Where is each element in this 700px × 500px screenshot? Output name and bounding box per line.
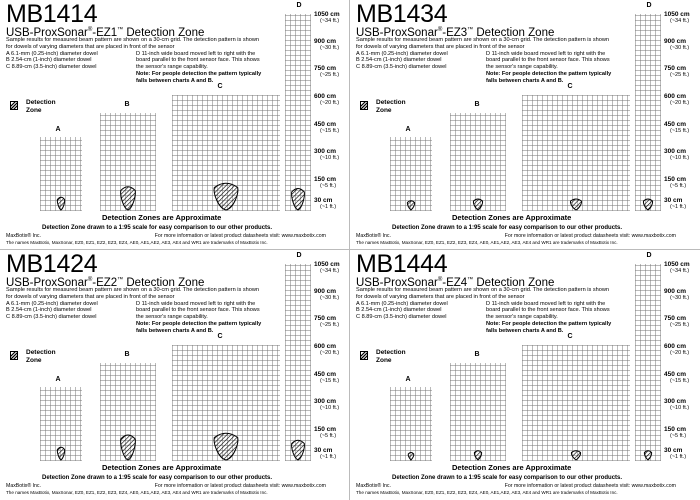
grid-lines — [390, 137, 432, 211]
scale-tick — [664, 426, 698, 440]
scale-tick-cm: 300 cm — [664, 148, 687, 155]
chart-d-grid — [285, 14, 311, 211]
detection-zone-shape — [57, 197, 64, 210]
chart-label-c: C — [567, 333, 573, 340]
product-variant: EZ1 — [96, 26, 118, 39]
people-note: Note: For people detection the pattern typically falls between charts A and B. — [486, 70, 612, 84]
chart-c-grid — [172, 95, 280, 211]
scale-tick-cm: 600 cm — [664, 93, 687, 100]
approximate-note: Detection Zones are Approximate — [102, 213, 222, 222]
people-note: Note: For people detection the pattern typically falls between charts A and B. — [486, 320, 612, 334]
approximate-note: Detection Zones are Approximate — [452, 213, 572, 222]
scale-tick-cm: 1050 cm — [664, 11, 690, 18]
grid-lines — [450, 363, 506, 461]
scale-tick-ft: (~30 ft.) — [320, 295, 340, 301]
description — [356, 37, 616, 85]
scale-tick-cm: 300 cm — [664, 398, 687, 405]
scale-tick — [664, 261, 698, 275]
chart-label-a: A — [55, 376, 61, 383]
detection-zone-panel-mb1414 — [2, 1, 348, 249]
scale-tick-cm: 30 cm — [314, 197, 333, 204]
legend-label: Detection Zone — [26, 349, 56, 364]
scale-tick-ft: (~15 ft.) — [320, 128, 340, 134]
product-suffix: Detection Zone — [473, 276, 555, 289]
scale-tick — [314, 398, 348, 412]
scale-tick — [664, 398, 698, 412]
scale-tick-cm: 750 cm — [314, 315, 337, 322]
scale-tick — [314, 288, 348, 302]
dowel-right-column — [136, 51, 266, 85]
detection-zone-shape — [292, 440, 305, 460]
scale-tick-ft: (~10 ft.) — [670, 405, 690, 411]
info-link-text: For more information or latest product datasheets visit: www.maxbotix.com — [154, 233, 326, 239]
info-link-text: For more information or latest product datasheets visit: www.maxbotix.com — [504, 483, 676, 489]
scale-tick-cm: 30 cm — [664, 197, 683, 204]
chart-d-grid — [635, 264, 661, 461]
scale-tick — [314, 121, 348, 135]
registered-mark: ® — [87, 27, 93, 33]
hatch-swatch-icon — [360, 351, 368, 360]
grid-lines — [522, 95, 630, 211]
dowel-list — [6, 51, 266, 85]
approximate-note: Detection Zones are Approximate — [452, 463, 572, 472]
dowel-c: C 8.89-cm (3.5-inch) diameter dowel — [6, 314, 97, 321]
scale-note: Detection Zone drawn to a 1:95 scale for easy comparison to our other products. — [42, 475, 273, 481]
chart-c-grid — [522, 95, 630, 211]
dowel-b: B 2.54-cm (1-inch) diameter dowel — [6, 307, 92, 314]
company-name: MaxBotix® Inc. — [6, 483, 41, 489]
scale-tick-cm: 30 cm — [314, 447, 333, 454]
scale-note: Detection Zone drawn to a 1:95 scale for easy comparison to our other products. — [392, 225, 623, 231]
product-variant: EZ2 — [96, 276, 118, 289]
dowel-a: A 6.1-mm (0.25-inch) diameter dowel — [6, 50, 98, 57]
description-intro: Sample results for measured beam pattern are shown on a 30-cm grid. The detection pattern is shown for dowels of varying diameters that are placed in front of the sensor — [6, 287, 259, 300]
scale-tick-ft: (~5 ft.) — [670, 433, 687, 439]
detection-zone-panel-mb1434 — [352, 1, 698, 249]
chart-label-a: A — [405, 376, 411, 383]
dowel-right-column — [136, 301, 266, 335]
scale-tick-ft: (~1 ft.) — [670, 454, 687, 460]
scale-tick-cm: 450 cm — [314, 121, 337, 128]
scale-tick — [664, 176, 698, 190]
scale-tick-cm: 900 cm — [314, 288, 337, 295]
dowel-d: D 11-inch wide board moved left to right with the board parallel to the front sensor face. This shows the sensor's range capability. — [486, 50, 610, 71]
detection-zone-shape — [57, 447, 64, 460]
dowel-list — [356, 301, 616, 335]
dowel-c: C 8.89-cm (3.5-inch) diameter dowel — [356, 64, 447, 71]
chart-label-d: D — [296, 2, 302, 9]
scale-tick-cm: 600 cm — [664, 343, 687, 350]
description-intro: Sample results for measured beam pattern are shown on a 30-cm grid. The detection pattern is shown for dowels of varying diameters that are placed in front of the sensor — [356, 37, 609, 50]
product-prefix: USB-ProxSonar — [6, 276, 88, 289]
description-intro: Sample results for measured beam pattern are shown on a 30-cm grid. The detection pattern is shown for dowels of varying diameters that are placed in front of the sensor — [6, 37, 259, 50]
horizontal-divider — [0, 249, 700, 250]
detection-zone-shape — [473, 199, 482, 210]
hatch-swatch-icon — [10, 351, 18, 360]
grid-lines — [390, 387, 432, 461]
scale-tick-ft: (~10 ft.) — [320, 405, 340, 411]
chart-b-grid — [450, 363, 506, 461]
dowel-b: B 2.54-cm (1-inch) diameter dowel — [6, 57, 92, 64]
chart-label-b: B — [474, 351, 480, 358]
scale-tick-cm: 450 cm — [314, 371, 337, 378]
dowel-a: A 6.1-mm (0.25-inch) diameter dowel — [356, 300, 448, 307]
detection-zone-panel-mb1444 — [352, 251, 698, 499]
detection-zone-shape — [643, 199, 652, 210]
vertical-divider — [349, 0, 350, 500]
chart-b-grid — [100, 363, 156, 461]
trademark-notice: The names MaxBotix, MaxSonar, EZ0, EZ1, EZ2, EZ3, EZ4, AE0, AE1,AE2, AE3, AE4 and WR1 are trademarks of MaxBotix Inc. — [6, 489, 268, 495]
model-number: MB1424 — [6, 251, 98, 278]
dowel-a: A 6.1-mm (0.25-inch) diameter dowel — [356, 50, 448, 57]
chart-label-b: B — [124, 351, 130, 358]
grid-lines — [635, 264, 661, 461]
dowel-left-column — [6, 51, 136, 85]
scale-tick — [314, 447, 348, 461]
info-link-text: For more information or latest product datasheets visit: www.maxbotix.com — [154, 483, 326, 489]
scale-tick-ft: (~25 ft.) — [320, 72, 340, 78]
product-dash: - — [92, 276, 97, 289]
scale-tick — [664, 121, 698, 135]
dowel-left-column — [356, 51, 486, 85]
detection-zone-shape — [407, 201, 414, 210]
people-note: Note: For people detection the pattern typically falls between charts A and B. — [136, 320, 262, 334]
scale-tick — [664, 197, 698, 211]
dowel-d: D 11-inch wide board moved left to right with the board parallel to the front sensor face. This shows the sensor's range capability. — [136, 300, 260, 321]
legend-label: Detection Zone — [376, 349, 406, 364]
scale-tick-cm: 150 cm — [314, 426, 337, 433]
chart-label-d: D — [646, 2, 652, 9]
scale-tick-cm: 150 cm — [314, 176, 337, 183]
chart-a-grid — [390, 137, 432, 211]
scale-tick-cm: 300 cm — [314, 148, 337, 155]
product-prefix: USB-ProxSonar — [356, 26, 438, 39]
scale-tick-ft: (~20 ft.) — [670, 100, 690, 106]
footer — [356, 483, 696, 496]
product-suffix: Detection Zone — [473, 26, 555, 39]
scale-tick — [664, 11, 698, 25]
scale-tick — [314, 148, 348, 162]
scale-tick — [664, 148, 698, 162]
trademark-mark: ™ — [117, 277, 124, 283]
scale-tick-ft: (~30 ft.) — [670, 45, 690, 51]
approximate-note: Detection Zones are Approximate — [102, 463, 222, 472]
dowel-list — [356, 51, 616, 85]
dowel-left-column — [6, 301, 136, 335]
scale-tick-ft: (~30 ft.) — [670, 295, 690, 301]
chart-label-b: B — [474, 101, 480, 108]
scale-note: Detection Zone drawn to a 1:95 scale for easy comparison to our other products. — [42, 225, 273, 231]
scale-tick — [314, 197, 348, 211]
footer — [356, 233, 696, 246]
chart-d-grid — [285, 264, 311, 461]
scale-tick — [664, 447, 698, 461]
registered-mark: ® — [87, 277, 93, 283]
grid-lines — [450, 113, 506, 211]
trademark-mark: ™ — [117, 27, 124, 33]
product-suffix: Detection Zone — [123, 26, 205, 39]
chart-d-grid — [635, 14, 661, 211]
scale-tick-ft: (~34 ft.) — [670, 268, 690, 274]
scale-tick-cm: 450 cm — [664, 371, 687, 378]
scale-tick-cm: 150 cm — [664, 426, 687, 433]
chart-c-grid — [522, 345, 630, 461]
dowel-list — [6, 301, 266, 335]
chart-a-grid — [40, 387, 82, 461]
scale-tick — [314, 261, 348, 275]
scale-tick — [664, 371, 698, 385]
people-note: Note: For people detection the pattern typically falls between charts A and B. — [136, 70, 262, 84]
scale-tick-ft: (~15 ft.) — [670, 378, 690, 384]
scale-tick — [664, 65, 698, 79]
trademark-notice: The names MaxBotix, MaxSonar, EZ0, EZ1, EZ2, EZ3, EZ4, AE0, AE1,AE2, AE3, AE4 and WR1 are trademarks of MaxBotix Inc. — [356, 239, 618, 245]
scale-tick — [314, 426, 348, 440]
scale-tick-cm: 1050 cm — [664, 261, 690, 268]
footer — [6, 233, 346, 246]
scale-tick — [314, 371, 348, 385]
scale-tick-ft: (~34 ft.) — [320, 18, 340, 24]
scale-tick-ft: (~20 ft.) — [320, 100, 340, 106]
scale-tick-cm: 450 cm — [664, 121, 687, 128]
scale-tick — [314, 93, 348, 107]
scale-tick-cm: 900 cm — [664, 38, 687, 45]
scale-tick-cm: 150 cm — [664, 176, 687, 183]
scale-tick — [314, 11, 348, 25]
scale-tick — [314, 176, 348, 190]
trademark-notice: The names MaxBotix, MaxSonar, EZ0, EZ1, EZ2, EZ3, EZ4, AE0, AE1,AE2, AE3, AE4 and WR1 are trademarks of MaxBotix Inc. — [356, 489, 618, 495]
chart-label-c: C — [217, 333, 223, 340]
scale-tick-ft: (~10 ft.) — [320, 155, 340, 161]
trademark-mark: ™ — [467, 277, 474, 283]
detection-zone-shape — [571, 451, 580, 460]
scale-tick-cm: 300 cm — [314, 398, 337, 405]
product-variant: EZ3 — [446, 26, 468, 39]
company-name: MaxBotix® Inc. — [356, 483, 391, 489]
scale-tick — [314, 38, 348, 52]
description — [6, 287, 266, 335]
description — [356, 287, 616, 335]
product-dash: - — [92, 26, 97, 39]
chart-c-grid — [172, 345, 280, 461]
product-prefix: USB-ProxSonar — [6, 26, 88, 39]
scale-tick-cm: 1050 cm — [314, 11, 340, 18]
product-suffix: Detection Zone — [123, 276, 205, 289]
chart-label-d: D — [296, 252, 302, 259]
dowel-right-column — [486, 301, 616, 335]
dowel-b: B 2.54-cm (1-inch) diameter dowel — [356, 307, 442, 314]
chart-label-b: B — [124, 101, 130, 108]
scale-tick-cm: 600 cm — [314, 343, 337, 350]
scale-tick-cm: 30 cm — [664, 447, 683, 454]
model-number: MB1414 — [6, 1, 98, 28]
scale-tick-ft: (~34 ft.) — [670, 18, 690, 24]
scale-tick-cm: 1050 cm — [314, 261, 340, 268]
scale-tick-ft: (~25 ft.) — [670, 72, 690, 78]
scale-tick-cm: 900 cm — [314, 38, 337, 45]
detection-zone-shape — [292, 189, 305, 211]
legend-label: Detection Zone — [26, 99, 56, 114]
scale-tick-ft: (~10 ft.) — [670, 155, 690, 161]
scale-tick-cm: 600 cm — [314, 93, 337, 100]
scale-tick-cm: 750 cm — [664, 65, 687, 72]
scale-tick — [664, 288, 698, 302]
grid-lines — [522, 345, 630, 461]
scale-tick-ft: (~30 ft.) — [320, 45, 340, 51]
company-name: MaxBotix® Inc. — [6, 233, 41, 239]
scale-tick-ft: (~1 ft.) — [320, 454, 337, 460]
product-dash: - — [442, 26, 447, 39]
dowel-a: A 6.1-mm (0.25-inch) diameter dowel — [6, 300, 98, 307]
dowel-right-column — [486, 51, 616, 85]
scale-tick — [664, 93, 698, 107]
hatch-swatch-icon — [10, 101, 18, 110]
dowel-left-column — [356, 301, 486, 335]
scale-tick — [664, 38, 698, 52]
dowel-c: C 8.89-cm (3.5-inch) diameter dowel — [6, 64, 97, 71]
grid-lines — [285, 264, 311, 461]
product-variant: EZ4 — [446, 276, 468, 289]
model-number: MB1434 — [356, 1, 448, 28]
grid-lines — [635, 14, 661, 211]
hatch-swatch-icon — [360, 101, 368, 110]
chart-a-grid — [40, 137, 82, 211]
trademark-notice: The names MaxBotix, MaxSonar, EZ0, EZ1, EZ2, EZ3, EZ4, AE0, AE1,AE2, AE3, AE4 and WR1 are trademarks of MaxBotix Inc. — [6, 239, 268, 245]
detection-zone-panel-mb1424 — [2, 251, 348, 499]
info-link-text: For more information or latest product datasheets visit: www.maxbotix.com — [504, 233, 676, 239]
scale-tick-cm: 750 cm — [664, 315, 687, 322]
scale-tick-cm: 900 cm — [664, 288, 687, 295]
scale-tick-ft: (~25 ft.) — [670, 322, 690, 328]
trademark-mark: ™ — [467, 27, 474, 33]
scale-tick-ft: (~5 ft.) — [320, 433, 337, 439]
scale-tick-ft: (~5 ft.) — [670, 183, 687, 189]
registered-mark: ® — [437, 277, 443, 283]
detection-zone-shape — [121, 435, 136, 460]
chart-label-d: D — [646, 252, 652, 259]
grid-lines — [285, 14, 311, 211]
footer — [6, 483, 346, 496]
scale-note: Detection Zone drawn to a 1:95 scale for easy comparison to our other products. — [392, 475, 623, 481]
chart-b-grid — [450, 113, 506, 211]
scale-tick-ft: (~25 ft.) — [320, 322, 340, 328]
detection-zone-shape — [408, 453, 413, 461]
product-prefix: USB-ProxSonar — [356, 276, 438, 289]
chart-label-a: A — [405, 126, 411, 133]
dowel-d: D 11-inch wide board moved left to right with the board parallel to the front sensor face. This shows the sensor's range capability. — [486, 300, 610, 321]
description-intro: Sample results for measured beam pattern are shown on a 30-cm grid. The detection pattern is shown for dowels of varying diameters that are placed in front of the sensor — [356, 287, 609, 300]
chart-a-grid — [390, 387, 432, 461]
scale-tick-ft: (~34 ft.) — [320, 268, 340, 274]
dowel-b: B 2.54-cm (1-inch) diameter dowel — [356, 57, 442, 64]
dowel-d: D 11-inch wide board moved left to right with the board parallel to the front sensor face. This shows the sensor's range capability. — [136, 50, 260, 71]
scale-tick-ft: (~15 ft.) — [320, 378, 340, 384]
registered-mark: ® — [437, 27, 443, 33]
scale-tick-cm: 750 cm — [314, 65, 337, 72]
scale-tick-ft: (~5 ft.) — [320, 183, 337, 189]
description — [6, 37, 266, 85]
scale-tick-ft: (~20 ft.) — [320, 350, 340, 356]
detection-zone-shape — [121, 187, 136, 210]
scale-tick — [664, 343, 698, 357]
company-name: MaxBotix® Inc. — [356, 233, 391, 239]
chart-b-grid — [100, 113, 156, 211]
model-number: MB1444 — [356, 251, 448, 278]
scale-tick-ft: (~1 ft.) — [320, 204, 337, 210]
chart-label-c: C — [567, 83, 573, 90]
scale-tick — [314, 315, 348, 329]
detection-zone-shape — [571, 199, 582, 210]
scale-tick-ft: (~15 ft.) — [670, 128, 690, 134]
scale-tick — [314, 343, 348, 357]
dowel-c: C 8.89-cm (3.5-inch) diameter dowel — [356, 314, 447, 321]
scale-tick — [664, 315, 698, 329]
scale-tick — [314, 65, 348, 79]
legend-label: Detection Zone — [376, 99, 406, 114]
chart-label-a: A — [55, 126, 61, 133]
scale-tick-ft: (~1 ft.) — [670, 204, 687, 210]
scale-tick-ft: (~20 ft.) — [670, 350, 690, 356]
chart-label-c: C — [217, 83, 223, 90]
product-dash: - — [442, 276, 447, 289]
